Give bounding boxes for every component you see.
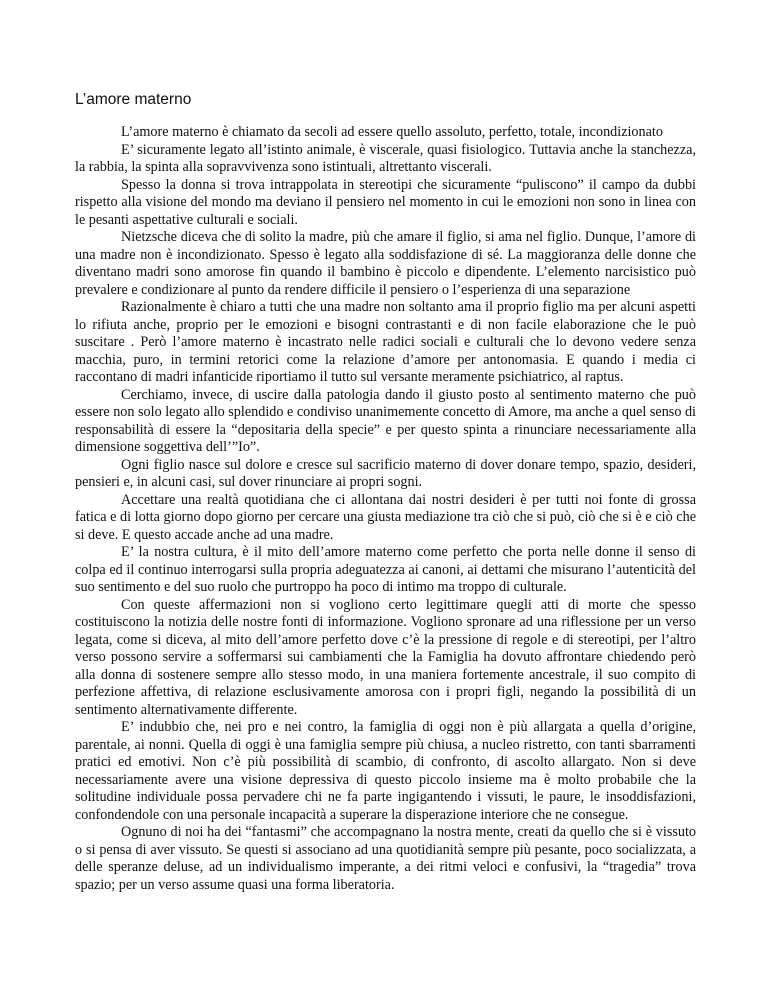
- paragraph: Razionalmente è chiaro a tutti che una madre non soltanto ama il proprio figlio ma per alcuni aspetti lo rifiuta anche, proprio per le emozioni e bisogni contrastanti e di non facile elaborazione che le può suscitare . Però l’amore materno è incastrato nelle radici sociali e culturali che lo devono vedere senza macchia, puro, in termini retorici come la relazione d’amore per antonomasia. E quando i media ci raccontano di madri infanticide riportiamo il tutto sul versante meramente psichiatrico, al raptus.: [75, 299, 696, 385]
- paragraph: Con queste affermazioni non si vogliono certo legittimare quegli atti di morte che spesso costituiscono la notizia delle nostre fonti di informazione. Vogliono spronare ad una riflessione per un verso legata, come si diceva, al mito dell’amore perfetto dove c’è la pressione di regole e di stereotipi, per l’altro verso possono servire a soffermarsi sui cambiamenti che la Famiglia ha dovuto affrontare chiedendo però alla donna di sostenere sempre allo stesso modo, in una maniera fortemente ancestrale, il suo compito di perfezione affettiva, di relazione esclusivamente amorosa con i propri figli, negando la possibilità di un sentimento alternativamente differente.: [75, 596, 696, 718]
- paragraph: Accettare una realtà quotidiana che ci allontana dai nostri desideri è per tutti noi fonte di grossa fatica e di lotta giorno dopo giorno per cercare una giusta mediazione tra ciò che si può, ciò che si è e ciò che si deve. E questo accade anche ad una madre.: [75, 491, 696, 543]
- paragraph: Ognuno di noi ha dei “fantasmi” che accompagnano la nostra mente, creati da quello che si è vissuto o si pensa di aver vissuto. Se questi si associano ad una quotidianità sempre più pesante, poco socializzata, a delle speranze deluse, ad un individualismo imperante, a dei ritmi veloci e confusivi, la “tragedia” trova spazio; per un verso assume quasi una forma liberatoria.: [75, 824, 696, 893]
- document-body: [75, 124, 696, 894]
- paragraph: Ogni figlio nasce sul dolore e cresce sul sacrificio materno di dover donare tempo, spazio, desideri, pensieri e, in alcuni casi, sul dover rinunciare ai propri sogni.: [75, 456, 696, 490]
- paragraph: Nietzsche diceva che di solito la madre, più che amare il figlio, si ama nel figlio. Dunque, l’amore di una madre non è incondizionato. Spesso è legato alla soddisfazione di sé. La maggioranza delle donne che diventano madri sono amorose fin quando il bambino è piccolo e dipendente. L’elemento narcisistico può prevalere e condizionare al punto da rendere difficile il pensiero o l’esperienza di una separazione: [75, 229, 696, 298]
- paragraph: E’ la nostra cultura, è il mito dell’amore materno come perfetto che porta nelle donne il senso di colpa ed il continuo interrogarsi sulla propria adeguatezza ai canoni, ai dettami che misurano l’autenticità del suo sentimento e del suo ruolo che purtroppo ha poco di intimo ma troppo di culturale.: [75, 544, 696, 595]
- paragraph: Spesso la donna si trova intrappolata in stereotipi che sicuramente “puliscono” il campo da dubbi rispetto alla visione del mondo ma deviano il pensiero nel momento in cui le emozioni non sono in linea con le pesanti aspettative culturali e sociali.: [75, 176, 696, 228]
- paragraph: L’amore materno è chiamato da secoli ad essere quello assoluto, perfetto, totale, incondizionato: [121, 124, 663, 140]
- paragraph: Cerchiamo, invece, di uscire dalla patologia dando il giusto posto al sentimento materno che può essere non solo legato allo splendido e condiviso unanimemente concetto di Amore, ma anche a quel senso di responsabilità di essere la “depositaria della specie” e per questo spinta a rinunciare necessariamente alla dimensione soggettiva dell’”Io”.: [75, 386, 696, 455]
- paragraph: E’ indubbio che, nei pro e nei contro, la famiglia di oggi non è più allargata a quella d’origine, parentale, ai nonni. Quella di oggi è una famiglia sempre più chiusa, a nucleo ristretto, con tanti sbarramenti pratici ed emotivi. Non c’è più possibilità di scambio, di confronto, di ascolto allargato. Non si deve necessariamente avere una visione depressiva di questo piccolo insieme ma è molto probabile che la solitudine individuale possa pervadere chi ne fa parte ingigantendo i vissuti, le paure, le insoddisfazioni, confondendole con una personale incapacità a superare la disperazione interiore che ne consegue.: [75, 719, 696, 823]
- paragraph: E’ sicuramente legato all’istinto animale, è viscerale, quasi fisiologico. Tuttavia anche la stanchezza, la rabbia, la spinta alla sopravvivenza sono istintuali, altrettanto viscerali.: [75, 141, 696, 175]
- document-title: L’amore materno: [75, 91, 192, 108]
